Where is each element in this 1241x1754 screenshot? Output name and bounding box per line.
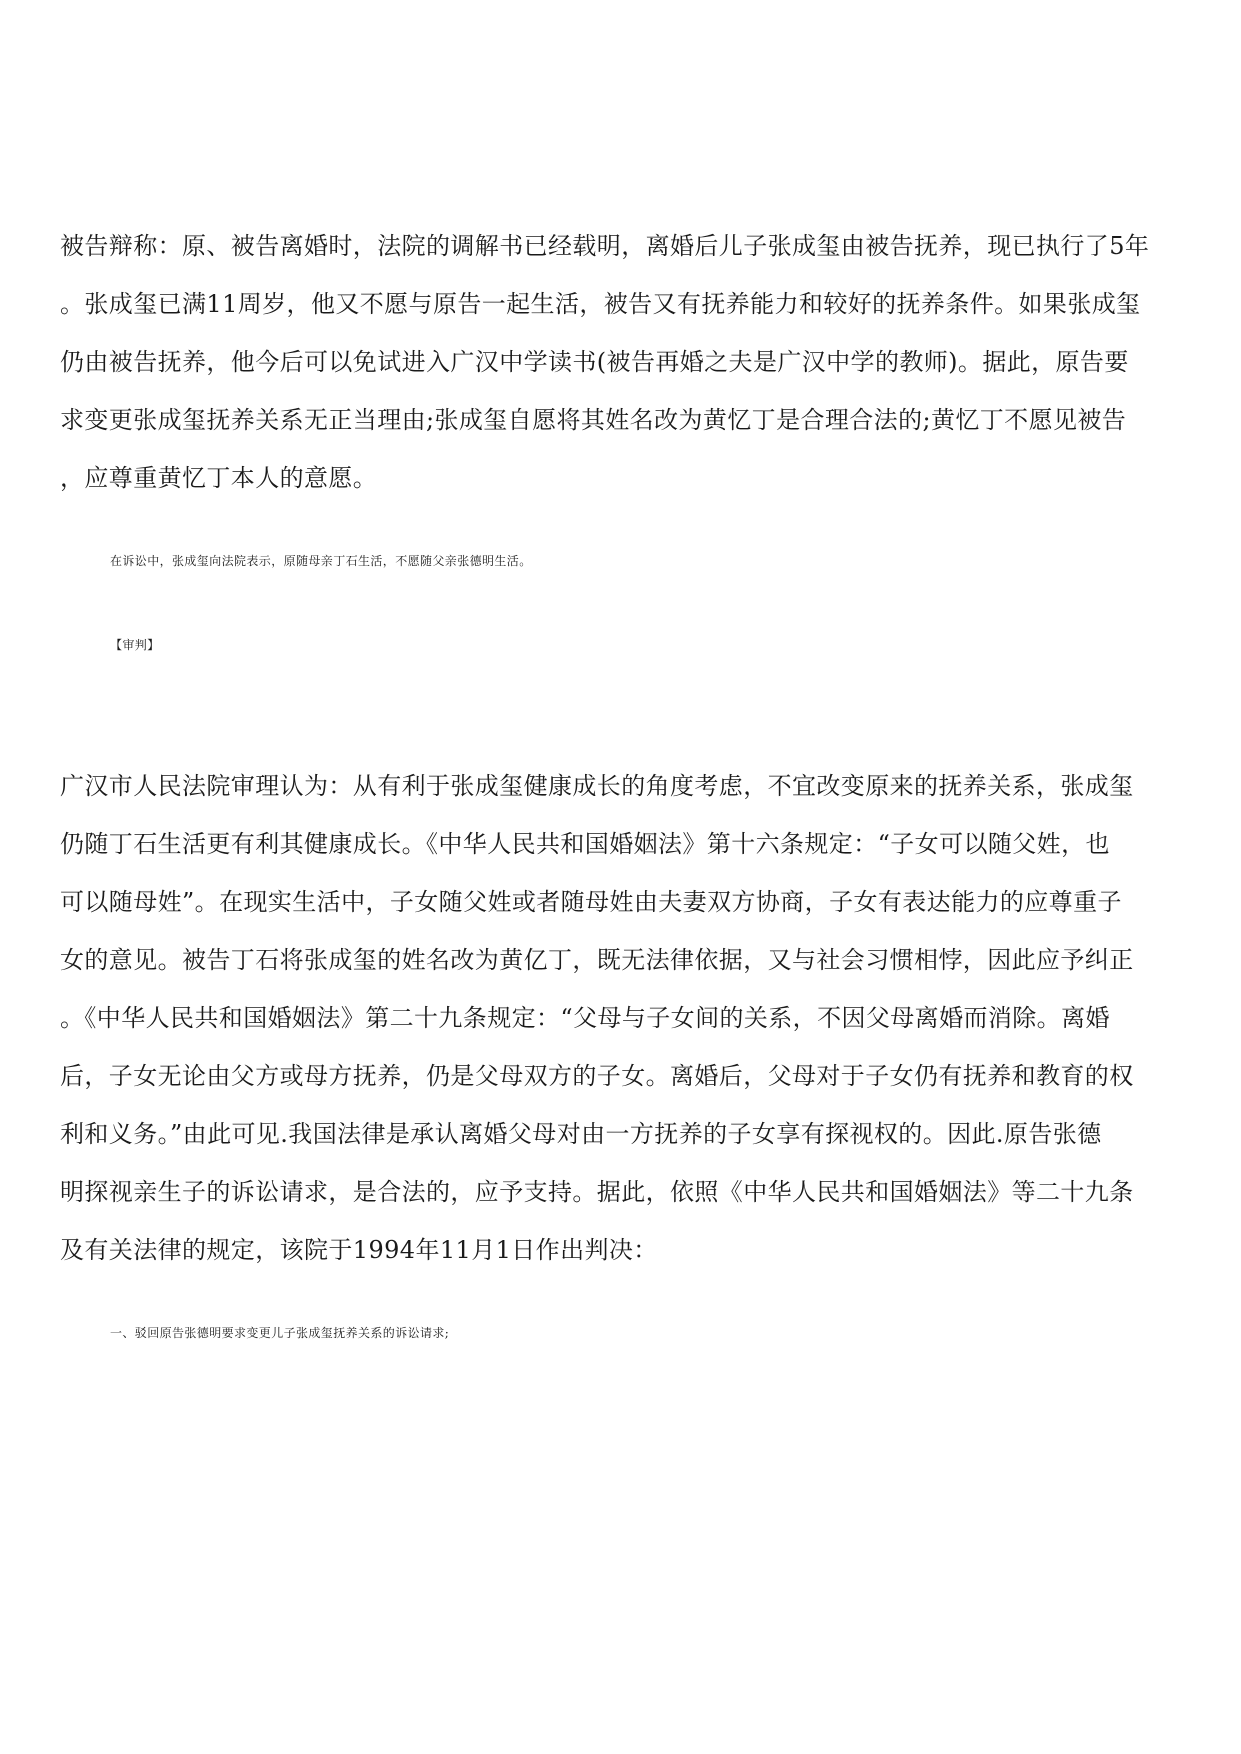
text-line: 仍随丁石生活更有利其健康成长。《中华人民共和国婚姻法》第十六条规定：“子女可以随父姓，也 xyxy=(60,830,1110,858)
text-line: 。张成玺已满11周岁，他又不愿与原告一起生活，被告又有抚养能力和较好的抚养条件。如果张成玺 xyxy=(60,290,1141,318)
text-line: 女的意见。被告丁石将张成玺的姓名改为黄亿丁，既无法律依据，又与社会习惯相悖，因此应予纠正 xyxy=(60,946,1134,974)
text-line: 被告辩称：原、被告离婚时，法院的调解书已经载明，离婚后儿子张成玺由被告抚养，现已执行了5年 xyxy=(60,232,1150,260)
text-line: 及有关法律的规定，该院于1994年11月1日作出判决： xyxy=(60,1236,658,1264)
text-line: 可以随母姓”。在现实生活中，子女随父姓或者随母姓由夫妻双方协商，子女有表达能力的应尊重子 xyxy=(60,888,1122,916)
text-line: 后，子女无论由父方或母方抚养，仍是父母双方的子女。离婚后，父母对于子女仍有抚养和教育的权 xyxy=(60,1062,1134,1090)
section-heading: 【审判】 xyxy=(110,638,160,652)
text-line: 求变更张成玺抚养关系无正当理由;张成玺自愿将其姓名改为黄忆丁是合理合法的;黄忆丁不愿见被告 xyxy=(60,406,1127,434)
text-line: 。《中华人民共和国婚姻法》第二十九条规定：“父母与子女间的关系，不因父母离婚而消除。离婚 xyxy=(60,1004,1110,1032)
text-line: 广汉市人民法院审理认为：从有利于张成玺健康成长的角度考虑，不宜改变原来的抚养关系，张成玺 xyxy=(60,772,1134,800)
text-line: 仍由被告抚养，他今后可以免试进入广汉中学读书(被告再婚之夫是广汉中学的教师)。据此，原告要 xyxy=(60,348,1129,376)
text-line: ，应尊重黄忆丁本人的意愿。 xyxy=(60,464,378,492)
litigation-statement: 在诉讼中，张成玺向法院表示，原随母亲丁石生活，不愿随父亲张德明生活。 xyxy=(110,554,532,568)
text-line: 明探视亲生子的诉讼请求，是合法的，应予支持。据此，依照《中华人民共和国婚姻法》等二十九条 xyxy=(60,1178,1134,1206)
text-line: 利和义务。”由此可见.我国法律是承认离婚父母对由一方抚养的子女享有探视权的。因此.原告张德 xyxy=(60,1120,1102,1148)
ruling-item: 一、驳回原告张德明要求变更儿子张成玺抚养关系的诉讼请求; xyxy=(110,1326,450,1340)
